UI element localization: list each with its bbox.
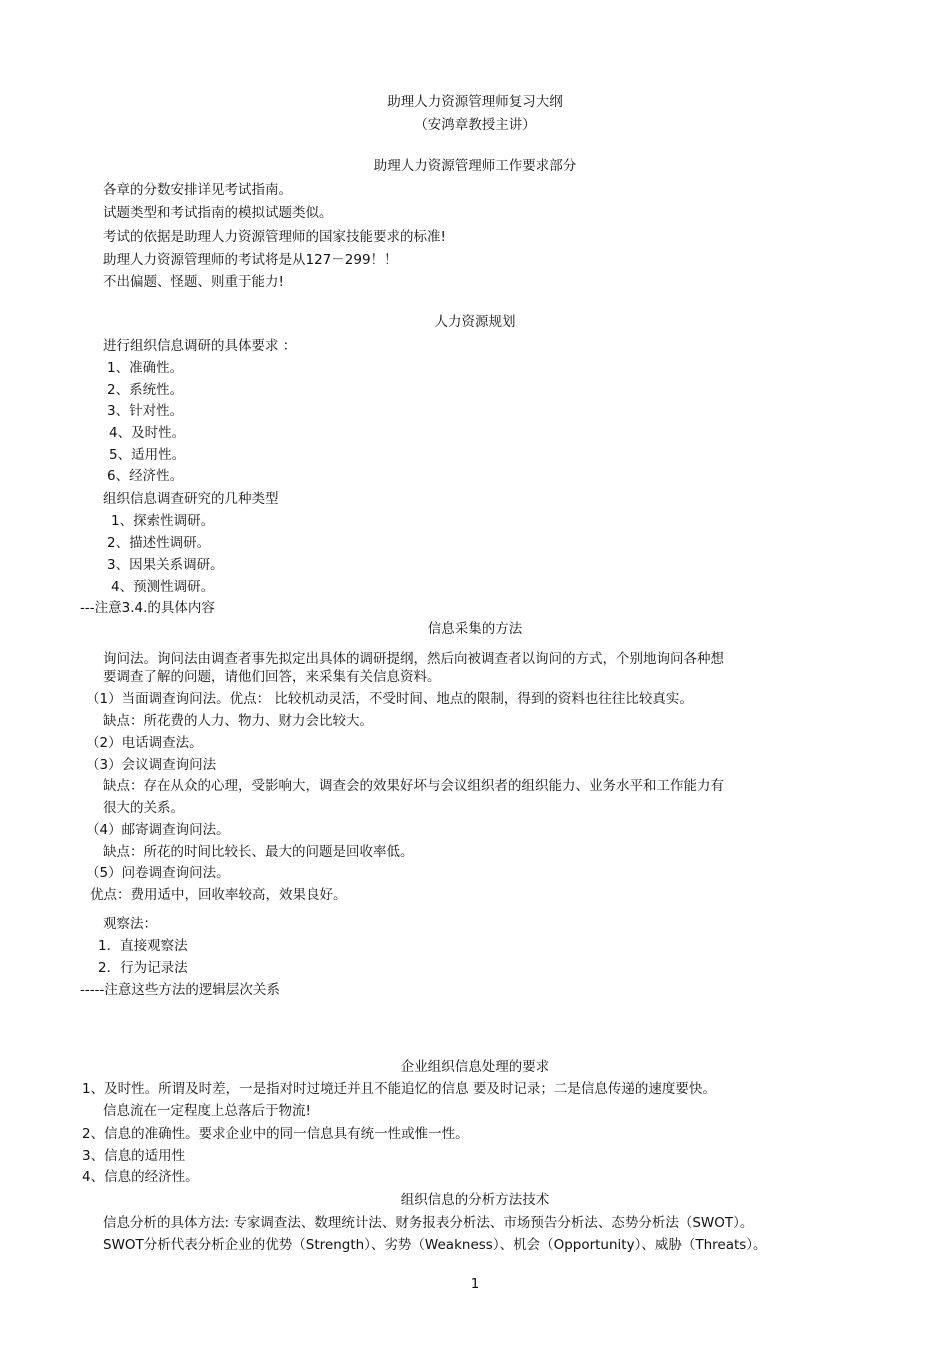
text-line: 缺点：所花的时间比较长、最大的问题是回收率低。 bbox=[103, 844, 414, 860]
text-line: 助理人力资源管理师的考试将是从127－299！！ bbox=[103, 252, 398, 268]
list-item: 5、适用性。 bbox=[109, 447, 186, 463]
text-line: （3）会议调查询问法 bbox=[86, 757, 217, 773]
text-line: 组织信息调查研究的几种类型 bbox=[103, 491, 279, 507]
text-line: 优点：费用适中，回收率较高，效果良好。 bbox=[90, 887, 347, 903]
list-item: 4、预测性调研。 bbox=[111, 579, 215, 595]
text-line: 观察法： bbox=[103, 916, 157, 932]
text-line: 3、信息的适用性 bbox=[82, 1148, 186, 1164]
note-line: -----注意这些方法的逻辑层次关系 bbox=[80, 982, 280, 998]
text-line: 很大的关系。 bbox=[103, 800, 184, 816]
text-line: SWOT分析代表分析企业的优势（Strength）、劣势（Weakness）、机会（Opportunity）、威胁（Threats）。 bbox=[103, 1237, 767, 1253]
text-line: （4）邮寄调查询问法。 bbox=[86, 822, 230, 838]
list-item: 2．行为记录法 bbox=[98, 960, 188, 976]
text-line: （1）当面调查询问法。优点： 比较机动灵活，不受时间、地点的限制，得到的资料也往往比较真实。 bbox=[86, 691, 693, 707]
section-heading-info-processing: 企业组织信息处理的要求 bbox=[400, 1059, 550, 1075]
text-line: 2、信息的准确性。要求企业中的同一信息具有统一性或惟一性。 bbox=[82, 1126, 469, 1142]
text-line: 不出偏题、怪题、则重于能力! bbox=[103, 274, 284, 290]
list-item: 6、经济性。 bbox=[107, 468, 184, 484]
text-line: 1、及时性。所谓及时差，一是指对时过境迁并且不能追忆的信息 要及时记录；二是信息传递的速度要快。 bbox=[82, 1081, 716, 1097]
text-line: 缺点：存在从众的心理，受影响大，调查会的效果好坏与会议组织者的组织能力、业务水平和工作能力有 bbox=[103, 778, 724, 794]
text-line: 进行组织信息调研的具体要求 ： bbox=[103, 338, 297, 354]
text-line: 信息分析的具体方法: 专家调查法、数理统计法、财务报表分析法、市场预告分析法、态势分析法（SWOT）。 bbox=[103, 1215, 754, 1231]
text-line: 考试的依据是助理人力资源管理师的国家技能要求的标准! bbox=[103, 229, 446, 245]
section-heading-info-collection: 信息采集的方法 bbox=[427, 621, 523, 637]
list-item: 2、系统性。 bbox=[107, 382, 184, 398]
note-line: ---注意3.4.的具体内容 bbox=[80, 600, 215, 616]
list-item: 3、因果关系调研。 bbox=[107, 557, 224, 573]
text-line: 缺点：所花费的人力、物力、财力会比较大。 bbox=[103, 713, 373, 729]
list-item: 4、及时性。 bbox=[109, 425, 186, 441]
list-item: 1、探索性调研。 bbox=[111, 513, 215, 529]
document-title: 助理人力资源管理师复习大纲 bbox=[387, 94, 563, 110]
document-subtitle: （安鸿章教授主讲） bbox=[414, 117, 536, 133]
list-item: 3、针对性。 bbox=[107, 403, 184, 419]
section-heading-hr-planning: 人力资源规划 bbox=[434, 314, 516, 330]
text-line: （2）电话调查法。 bbox=[86, 735, 203, 751]
list-item: 2、描述性调研。 bbox=[107, 535, 211, 551]
text-line: 信息流在一定程度上总落后于物流! bbox=[103, 1103, 311, 1119]
section-heading-analysis-methods: 组织信息的分析方法技术 bbox=[400, 1192, 550, 1208]
text-line: 各章的分数安排详见考试指南。 bbox=[103, 182, 292, 198]
text-line: 询问法。询问法由调查者事先拟定出具体的调研提纲，然后向被调查者以询问的方式，个别地询问各种想 bbox=[103, 651, 724, 667]
list-item: 1、准确性。 bbox=[107, 360, 184, 376]
list-item: 1．直接观察法 bbox=[98, 938, 188, 954]
section-heading-work-requirements: 助理人力资源管理师工作要求部分 bbox=[373, 158, 577, 174]
text-line: 4、信息的经济性。 bbox=[82, 1169, 199, 1185]
text-line: 要调查了解的问题，请他们回答，来采集有关信息资料。 bbox=[103, 669, 441, 685]
text-line: （5）问卷调查询问法。 bbox=[86, 865, 230, 881]
text-line: 试题类型和考试指南的模拟试题类似。 bbox=[103, 205, 333, 221]
page-number: 1 bbox=[470, 1276, 480, 1292]
